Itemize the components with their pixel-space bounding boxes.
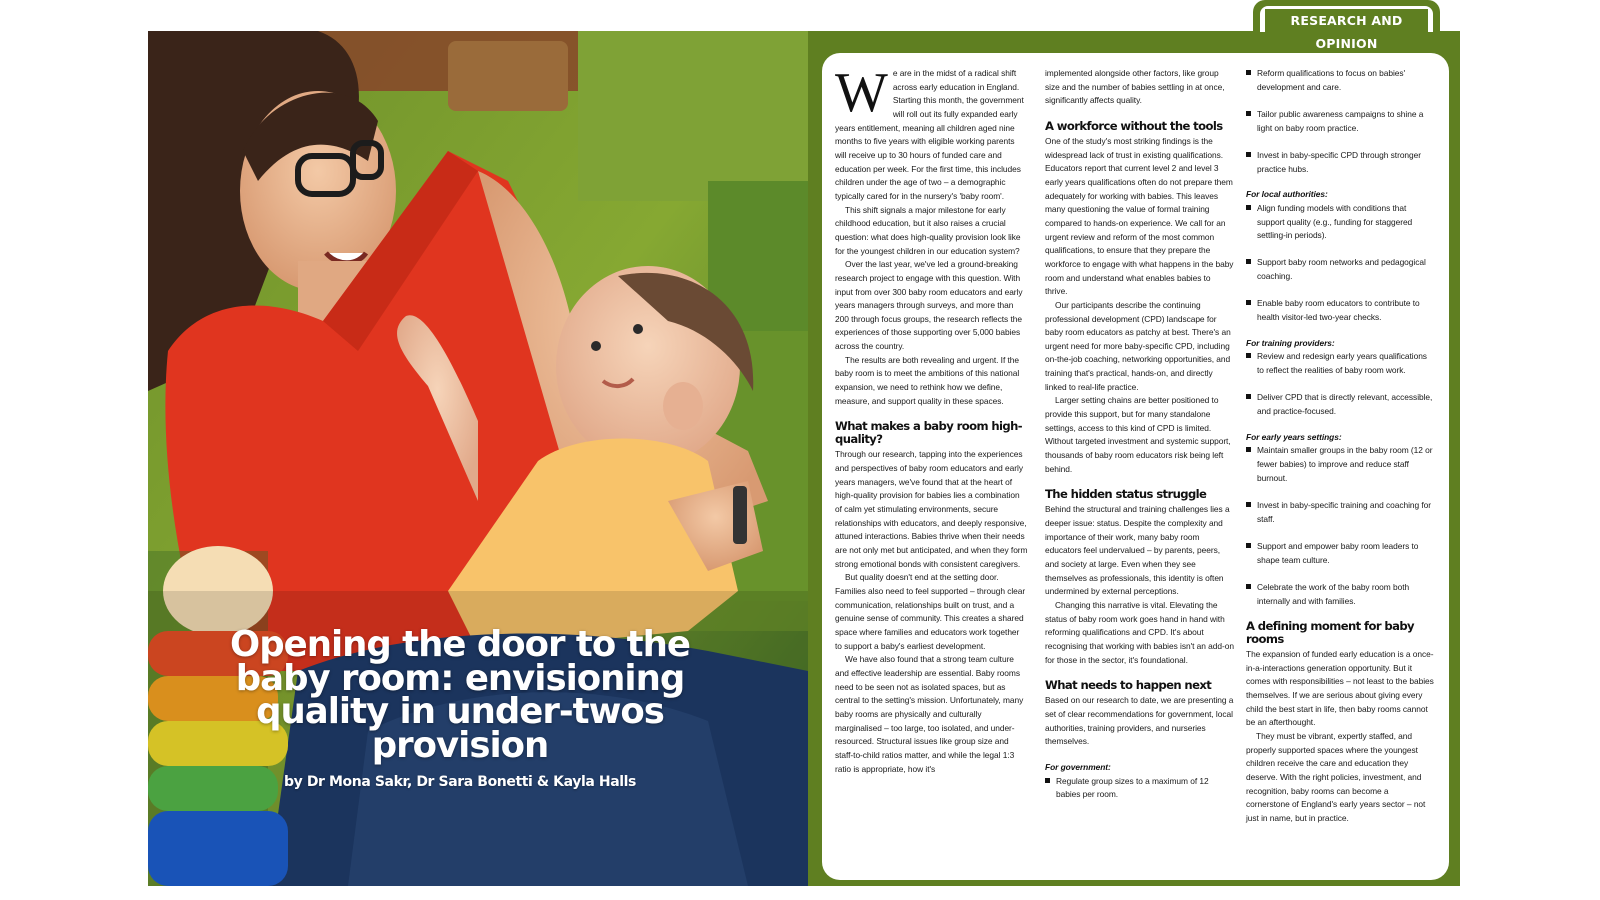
- intro-paragraph: [835, 62, 1028, 204]
- paragraph: implemented alongside other factors, like group size and the number of babies settling in at once, significantly affects quality.: [1045, 68, 1225, 106]
- text-column-2: [1045, 67, 1235, 815]
- intro-text: e are in the midst of a radical shift across early education in England. Starting this month, the government will roll out its fully expanded early years entitlement, meaning all children aged nine months to five years with eligible working parents will receive up to 30 hours of funded care and education per week. For the first time, this includes children under the age of two – a demographic typically cared for in the nursery's 'baby room'.: [835, 68, 1024, 201]
- recommendation-list-local-authorities: [1246, 202, 1434, 325]
- paragraph: But quality doesn't end at the setting door. Families also need to feel supported – through clear communication, relationships built on trust, and a genuine sense of community. This creates a shared space where families and educators work together to support a baby's earliest development.: [835, 572, 1026, 651]
- paragraph: Changing this narrative is vital. Elevating the status of baby room work goes hand in hand with reforming qualifications and CPD. It's about recognising that working with babies isn't an add-on for those in the sector, it's foundational.: [1045, 599, 1234, 665]
- paragraph: The results are both revealing and urgent. If the baby room is to meet the ambitions of this national expansion, we need to rethink how we define, measure, and support quality in these spaces.: [835, 354, 1020, 406]
- recommendation-group-heading: For training providers:: [1246, 337, 1335, 348]
- list-item: Invest in baby-specific training and coaching for staff.: [1246, 499, 1434, 526]
- list-item: Review and redesign early years qualifications to reflect the realities of baby room work.: [1246, 350, 1434, 377]
- recommendation-list-early-years-settings: [1246, 444, 1434, 608]
- list-item: Align funding models with conditions that support quality (e.g., funding for staggered settling-in periods).: [1246, 202, 1434, 243]
- paragraph: The expansion of funded early education is a once-in-a-interactions generation opportunity. But it comes with responsibilities – not least to the babies themselves. If we are serious about giving every child the best start in life, then baby rooms cannot be an afterthought.: [1246, 649, 1434, 728]
- subheading: A workforce without the tools: [1045, 118, 1223, 133]
- list-item: Enable baby room educators to contribute to health visitor-led two-year checks.: [1246, 297, 1434, 324]
- list-item: Regulate group sizes to a maximum of 12 babies per room.: [1045, 775, 1235, 802]
- paragraph: Over the last year, we've led a ground-breaking research project to engage with this question. With input from over 300 baby room educators and early years managers through surveys, and more than 200 through focus groups, the research reflects the experiences of those supporting over 5,000 babies across the country.: [835, 259, 1023, 352]
- paragraph: They must be vibrant, expertly staffed, and properly supported spaces where the youngest children receive the care and education they deserve. With the right policies, investment, and recognition, baby rooms can become a cornerstone of England's early years sector – not just in name, but in practice.: [1246, 731, 1426, 824]
- list-item: Tailor public awareness campaigns to shine a light on baby room practice.: [1246, 108, 1434, 135]
- section-tab: [1253, 0, 1440, 51]
- recommendation-group-heading: For early years settings:: [1246, 431, 1342, 442]
- text-column-1: [835, 62, 1028, 776]
- paragraph: This shift signals a major milestone for early childhood education, but it also raises a crucial question: what does high-quality provision look like for the youngest children in our education system?: [835, 204, 1021, 256]
- recommendation-list: [1045, 775, 1235, 802]
- drop-cap: W: [835, 62, 888, 124]
- list-item: Invest in baby-specific CPD through stronger practice hubs.: [1246, 149, 1434, 176]
- paragraph: Our participants describe the continuing professional development (CPD) landscape for baby room educators as patchy at best. There's an urgent need for more baby-specific CPD, including on-the-job coaching, networking opportunities, and training that's practical, hands-on, and directly linked to real-life practice.: [1045, 299, 1231, 392]
- article-byline: by Dr Mona Sakr, Dr Sara Bonetti & Kayla Halls: [284, 774, 636, 790]
- list-item: Reform qualifications to focus on babies' development and care.: [1246, 67, 1434, 94]
- list-item: Support baby room networks and pedagogical coaching.: [1246, 256, 1434, 283]
- recommendation-group-heading: For government:: [1045, 761, 1111, 772]
- text-column-3: [1246, 67, 1434, 826]
- article-title: Opening the door to the baby room: envisioning quality in under-twos provision: [230, 624, 690, 766]
- list-item: Deliver CPD that is directly relevant, accessible, and practice-focused.: [1246, 391, 1434, 418]
- recommendation-list-government: [1246, 67, 1434, 176]
- subheading: The hidden status struggle: [1045, 487, 1207, 502]
- subheading: A defining moment for baby rooms: [1246, 619, 1414, 647]
- paragraph: Through our research, tapping into the experiences and perspectives of baby room educators and early years managers, we've found that at the heart of high-quality provision for babies lies a combination of calm yet stimulating environments, secure relationships with educators, and deeply responsive, attuned interactions. Babies thrive when their needs are not only met but anticipated, and when they form strong emotional bonds with consistent caregivers.: [835, 449, 1028, 569]
- recommendation-group-heading: For local authorities:: [1246, 189, 1328, 200]
- section-label: RESEARCH AND OPINION: [1265, 9, 1428, 32]
- paragraph: One of the study's most striking findings is the widespread lack of trust in existing qualifications. Educators report that current level 2 and level 3 early years qualifications often do not prepare them adequately for working with babies. This leaves many questioning the value of formal training compared to hands-on experience. We call for an urgent review and reform of the most common qualifications, to ensure that they prepare the workforce to engage with what happens in the baby room and understand what enables babies to thrive.: [1045, 135, 1234, 297]
- subheading: What needs to happen next: [1045, 678, 1212, 693]
- recommendation-list-training-providers: [1246, 350, 1434, 418]
- subheading: What makes a baby room high-quality?: [835, 419, 1022, 447]
- list-item: Support and empower baby room leaders to shape team culture.: [1246, 540, 1434, 567]
- list-item: Maintain smaller groups in the baby room (12 or fewer babies) to improve and reduce staff burnout.: [1246, 444, 1434, 485]
- paragraph: Based on our research to date, we are presenting a set of clear recommendations for government, local authorities, training providers, and nurseries themselves.: [1045, 695, 1234, 747]
- list-item: Celebrate the work of the baby room both internally and with families.: [1246, 581, 1434, 608]
- paragraph: Behind the structural and training challenges lies a deeper issue: status. Despite the complexity and importance of their work, many baby room educators feel undervalued – by parents, peers, and society at large. Even when they see themselves as professionals, this identity is often undermined by external perceptions.: [1045, 504, 1230, 597]
- paragraph: We have also found that a strong team culture and effective leadership are essential. Baby rooms need to be seen not as isolated spaces, but as central to the setting's mission. Unfortunately, many baby rooms are physically and culturally marginalised – too large, too isolated, and under-resourced. Structural issues like group size and staff-to-child ratios matter, and while the legal 1:3 ratio is appropriate, how it's: [835, 654, 1024, 774]
- paragraph: Larger setting chains are better positioned to provide this support, but for many standalone settings, access to this kind of CPD is limited. Without targeted investment and systemic support, thousands of baby room educators risk being left behind.: [1045, 395, 1231, 474]
